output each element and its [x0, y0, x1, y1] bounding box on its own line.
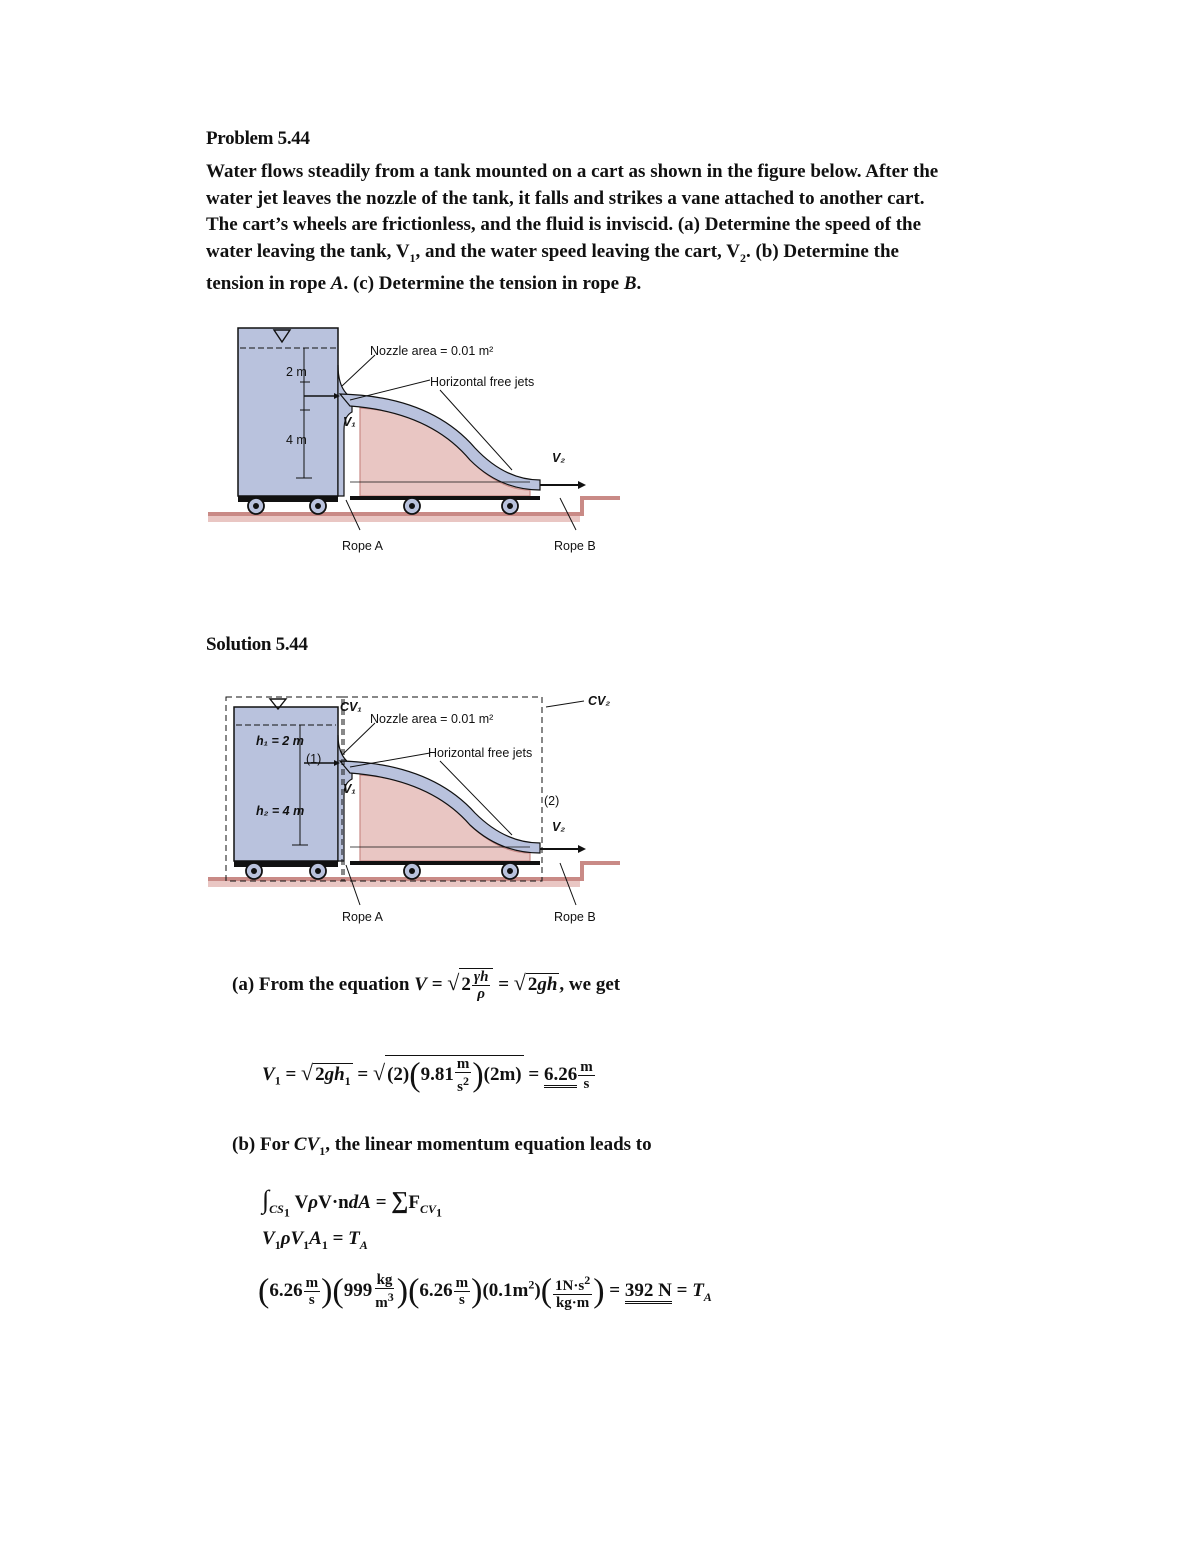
rope-b-label: Rope B — [554, 910, 596, 924]
nozzle — [338, 735, 352, 861]
ground-fill — [208, 516, 580, 522]
point-2-label: (2) — [544, 794, 560, 808]
wheel-2 — [310, 498, 326, 514]
problem-line-3: The cart’s wheels are frictionless, and the fluid is inviscid. (a) Determine the speed of the — [206, 214, 922, 235]
nozzle-area-label: Nozzle area = 0.01 m² — [370, 344, 494, 358]
point-1-label: (1) — [306, 752, 322, 766]
nozzle-area-label: Nozzle area = 0.01 m² — [370, 712, 494, 726]
momentum-simplified: $V_1\rho V_1A_1 = T_A$ — [262, 1228, 368, 1252]
v1-label: V₁ — [343, 415, 356, 429]
momentum-equation: $\int_{CS_1}$ $V\rho V\cdot ndA = \sum F_{CV_1}$ — [262, 1185, 442, 1220]
part-a-v1-equation: $V_1$ = √ $2gh_1$ = √ (2)(9.81 $\frac{m}{s^2}$ )(2m) = 6.26 $\frac{m}{s}$ — [262, 1056, 593, 1095]
h2-label: 4 m — [286, 433, 307, 447]
free-jets-label: Horizontal free jets — [430, 375, 535, 389]
rope-a-label: Rope A — [342, 910, 384, 924]
problem-statement — [206, 159, 1086, 297]
problem-line-2: water jet leaves the nozzle of the tank, it falls and strikes a vane attached to another cart. — [206, 187, 925, 209]
figure-problem — [200, 320, 640, 560]
tension-a-result: 392 N — [625, 1280, 672, 1304]
tank — [238, 328, 338, 496]
problem-heading: Problem 5.44 — [206, 128, 310, 149]
h1-label: 2 m — [286, 365, 307, 379]
part-b-intro: (b) For $CV_1$, the linear momentum equation leads to — [232, 1134, 652, 1158]
wheel-4 — [502, 498, 518, 514]
solution-heading: Solution 5.44 — [206, 634, 308, 655]
v1-label: V₁ — [343, 782, 356, 796]
rope-b-label: Rope B — [554, 539, 596, 553]
nozzle — [338, 365, 352, 496]
wheel-2 — [310, 863, 326, 879]
wheel-4 — [502, 863, 518, 879]
cv1-label: CV₁ — [340, 700, 362, 714]
v2-label: V₂ — [552, 820, 566, 834]
free-jets-label: Horizontal free jets — [428, 746, 533, 760]
cv2-label: CV₂ — [588, 694, 611, 708]
wheel-3 — [404, 498, 420, 514]
problem-line-5: tension in rope A. (c) Determine the tension in rope B. — [206, 272, 642, 294]
tank — [234, 707, 338, 861]
wheel-3 — [404, 863, 420, 879]
v1-result: 6.26 — [544, 1064, 577, 1088]
wheel-1 — [246, 863, 262, 879]
figure-solution — [200, 685, 640, 930]
h2-label: h₂ = 4 m — [256, 804, 305, 818]
wheel-1 — [248, 498, 264, 514]
problem-line-4: water leaving the tank, $V_1$, and the water speed leaving the cart, $V_2$. (b) Determine the — [206, 240, 899, 265]
v2-label: V₂ — [552, 451, 566, 465]
h1-label: h₁ = 2 m — [256, 734, 304, 748]
tension-a-calculation: (6.26 $\frac{m}{s}$ )(999 $\frac{kg}{m^3}$ )(6.26 $\frac{m}{s}$ )$(0.1m^2)$( $\frac{1N\cdot s^2}{kg\cdot m}$ ) = 392 $N = T_A$ — [258, 1272, 712, 1311]
rope-a-label: Rope A — [342, 539, 384, 553]
problem-line-1: Water flows steadily from a tank mounted on a cart as shown in the figure below. After the — [206, 161, 939, 182]
part-a-intro: (a) From the equation V = √ 2 $\frac{\gamma h}{\rho}$ = √ 2gh , we get — [232, 969, 621, 1002]
